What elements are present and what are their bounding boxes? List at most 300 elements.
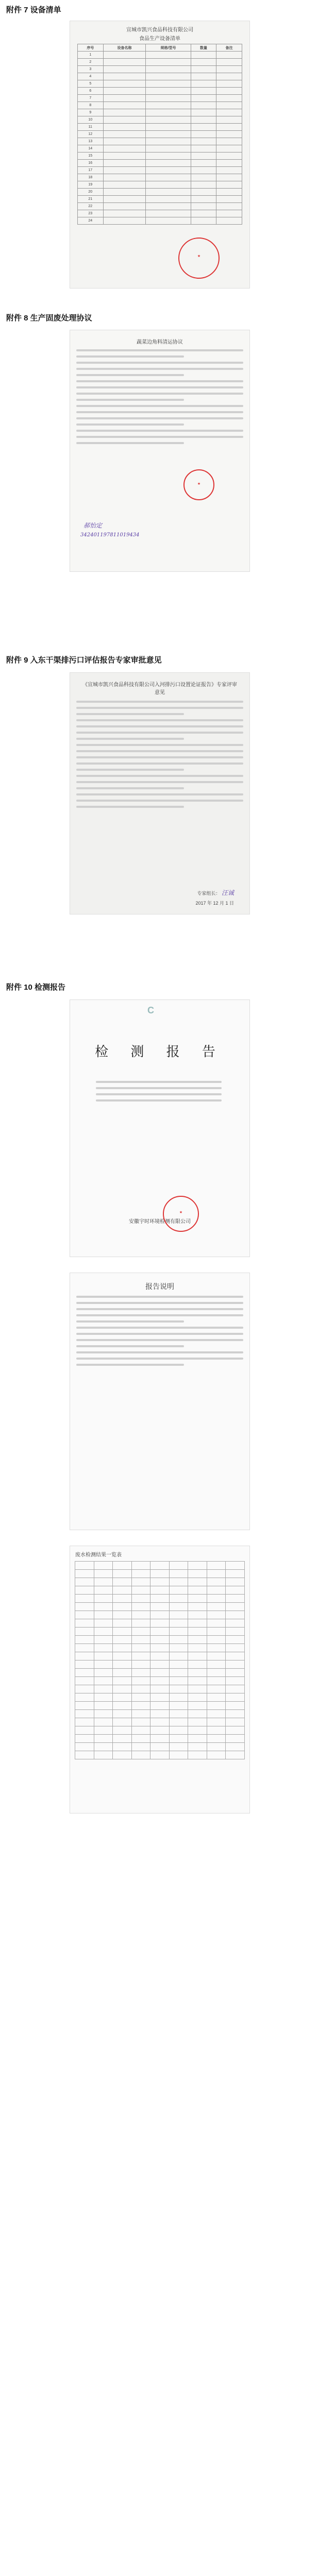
table-cell	[207, 1710, 226, 1718]
table-cell	[113, 1751, 132, 1759]
table-cell	[94, 1693, 113, 1702]
table-cell	[103, 102, 146, 109]
table-cell	[207, 1718, 226, 1726]
table-cell	[146, 116, 191, 124]
table-cell	[207, 1693, 226, 1702]
table-row	[78, 174, 242, 181]
table-cell	[216, 196, 242, 203]
table-cell	[169, 1751, 188, 1759]
table-cell: 20	[78, 189, 104, 196]
table-cell	[216, 95, 242, 102]
table-cell	[191, 66, 216, 73]
table-cell	[103, 210, 146, 217]
table-cell	[75, 1710, 94, 1718]
table-cell	[94, 1562, 113, 1570]
table-cell: 12	[78, 131, 104, 138]
table-row	[78, 59, 242, 66]
table-cell	[113, 1619, 132, 1628]
table-cell	[146, 109, 191, 116]
table-cell	[207, 1685, 226, 1693]
table-cell	[169, 1628, 188, 1636]
table-cell	[146, 59, 191, 66]
table-cell	[146, 145, 191, 152]
table-cell	[150, 1628, 170, 1636]
table-cell	[94, 1603, 113, 1611]
table-cell	[207, 1595, 226, 1603]
table-cell	[94, 1702, 113, 1710]
table-cell	[150, 1644, 170, 1652]
table-cell	[191, 160, 216, 167]
table-cell	[226, 1685, 245, 1693]
table-cell	[226, 1595, 245, 1603]
table-row	[78, 196, 242, 203]
table-cell	[131, 1693, 150, 1702]
table-cell	[216, 189, 242, 196]
table-cell	[226, 1652, 245, 1660]
table-row	[78, 131, 242, 138]
table-row	[75, 1660, 245, 1669]
table-cell	[150, 1718, 170, 1726]
doc7-company: 宣城市凯兴食品科技有限公司	[126, 27, 193, 33]
table-row	[78, 124, 242, 131]
table-row	[78, 88, 242, 95]
table-cell: 8	[78, 102, 104, 109]
doc8-title: 蔬菜边角料清运协议	[137, 340, 183, 345]
table-cell	[103, 145, 146, 152]
table-cell	[207, 1570, 226, 1578]
table-cell	[146, 196, 191, 203]
table-cell	[188, 1710, 207, 1718]
table-cell	[131, 1718, 150, 1726]
table-cell	[146, 66, 191, 73]
table-cell	[216, 145, 242, 152]
table-cell	[150, 1751, 170, 1759]
table-row	[78, 66, 242, 73]
table-cell	[150, 1619, 170, 1628]
table-cell	[188, 1595, 207, 1603]
table-cell: 11	[78, 124, 104, 131]
table-cell	[75, 1660, 94, 1669]
table-cell	[191, 138, 216, 145]
table-cell	[169, 1644, 188, 1652]
table-row	[78, 73, 242, 80]
table-cell	[150, 1578, 170, 1586]
table-cell	[207, 1677, 226, 1685]
table-cell	[169, 1636, 188, 1644]
table-cell	[103, 181, 146, 189]
table-cell	[113, 1636, 132, 1644]
table-cell	[169, 1702, 188, 1710]
table-cell	[103, 196, 146, 203]
lab-seal: ★	[163, 1196, 199, 1232]
table-cell	[131, 1702, 150, 1710]
table-cell	[188, 1693, 207, 1702]
table-cell	[103, 116, 146, 124]
expert-opinion-scan	[70, 672, 250, 914]
table-row	[75, 1603, 245, 1611]
table-cell	[191, 203, 216, 210]
lab-logo: C	[147, 1005, 154, 1015]
table-cell	[146, 102, 191, 109]
table-cell	[75, 1726, 94, 1735]
table-cell	[226, 1578, 245, 1586]
table-cell	[75, 1652, 94, 1660]
table-cell	[226, 1628, 245, 1636]
table-cell	[131, 1710, 150, 1718]
table-cell	[146, 210, 191, 217]
table-cell	[103, 203, 146, 210]
table-cell	[75, 1595, 94, 1603]
table-cell	[226, 1570, 245, 1578]
table-cell	[226, 1586, 245, 1595]
table-cell	[113, 1586, 132, 1595]
table-cell	[191, 167, 216, 174]
lab-name: 安徽宇时环境检测有限公司	[129, 1219, 191, 1225]
table-cell	[188, 1702, 207, 1710]
table-cell: 10	[78, 116, 104, 124]
table-cell	[103, 124, 146, 131]
table-cell	[75, 1693, 94, 1702]
table-row	[78, 102, 242, 109]
table-row	[75, 1570, 245, 1578]
table-header-cell: 数量	[191, 44, 216, 52]
table-cell	[131, 1562, 150, 1570]
table-row	[75, 1619, 245, 1628]
table-cell	[94, 1578, 113, 1586]
table-cell	[75, 1751, 94, 1759]
table-cell	[94, 1644, 113, 1652]
table-cell	[216, 73, 242, 80]
table-cell	[113, 1702, 132, 1710]
table-cell	[226, 1718, 245, 1726]
table-cell	[150, 1685, 170, 1693]
table-cell	[207, 1628, 226, 1636]
table-cell	[75, 1685, 94, 1693]
table-cell	[146, 174, 191, 181]
table-cell	[169, 1660, 188, 1669]
table-row	[78, 145, 242, 152]
table-cell	[207, 1702, 226, 1710]
table-cell	[207, 1636, 226, 1644]
table-cell	[191, 124, 216, 131]
table-cell	[103, 59, 146, 66]
table-cell	[103, 95, 146, 102]
table-cell	[75, 1578, 94, 1586]
table-cell	[191, 217, 216, 225]
table-cell	[146, 52, 191, 59]
table-cell: 18	[78, 174, 104, 181]
table-row	[75, 1726, 245, 1735]
table-cell	[216, 124, 242, 131]
table-cell	[150, 1562, 170, 1570]
table-cell	[188, 1611, 207, 1619]
company-seal-8: ★	[183, 469, 214, 500]
table-cell	[113, 1693, 132, 1702]
table-cell	[216, 80, 242, 88]
table-cell	[226, 1751, 245, 1759]
table-cell: 24	[78, 217, 104, 225]
table-row	[75, 1578, 245, 1586]
table-row	[78, 203, 242, 210]
table-cell	[131, 1644, 150, 1652]
table-cell	[75, 1735, 94, 1743]
table-cell	[94, 1718, 113, 1726]
table-cell	[131, 1570, 150, 1578]
equipment-list-scan	[70, 21, 250, 289]
table-cell	[191, 152, 216, 160]
table-cell	[94, 1735, 113, 1743]
doc9-title: 《宣城市凯兴食品科技有限公司入河排污口设置论证报告》专家评审意见	[82, 682, 237, 696]
table-cell	[103, 88, 146, 95]
table-cell	[113, 1660, 132, 1669]
section-title-7: 附件 7 设备清单	[6, 6, 61, 14]
table-cell	[216, 160, 242, 167]
table-cell	[131, 1660, 150, 1669]
table-cell	[216, 109, 242, 116]
table-cell	[169, 1570, 188, 1578]
table-row	[75, 1677, 245, 1685]
table-row	[75, 1611, 245, 1619]
notes-title: 报告说明	[145, 1282, 174, 1291]
table-cell	[103, 152, 146, 160]
table-cell	[94, 1652, 113, 1660]
table-row	[75, 1652, 245, 1660]
table-cell	[146, 189, 191, 196]
table-cell	[169, 1718, 188, 1726]
table-cell	[216, 66, 242, 73]
table-cell	[188, 1677, 207, 1685]
table-cell	[94, 1636, 113, 1644]
table-cell	[150, 1652, 170, 1660]
table-cell	[191, 80, 216, 88]
table-cell	[188, 1743, 207, 1751]
table-cell	[226, 1726, 245, 1735]
table-cell	[188, 1570, 207, 1578]
table-cell	[146, 167, 191, 174]
table-cell	[216, 167, 242, 174]
table-cell	[216, 203, 242, 210]
table-cell	[113, 1669, 132, 1677]
table-cell	[146, 80, 191, 88]
table-row	[75, 1718, 245, 1726]
table-cell	[146, 131, 191, 138]
table-row	[78, 167, 242, 174]
table-cell	[146, 160, 191, 167]
table-header-cell: 规格/型号	[146, 44, 191, 52]
table-cell: 4	[78, 73, 104, 80]
table-cell	[146, 124, 191, 131]
table-cell	[188, 1652, 207, 1660]
table-cell	[131, 1652, 150, 1660]
table-cell	[150, 1586, 170, 1595]
table-cell	[150, 1693, 170, 1702]
table-cell	[216, 102, 242, 109]
table-row	[78, 189, 242, 196]
table-cell	[188, 1619, 207, 1628]
table-cell	[191, 88, 216, 95]
report-cover-scan	[70, 999, 250, 1257]
table-cell: 9	[78, 109, 104, 116]
table-row	[75, 1586, 245, 1595]
table-cell	[188, 1660, 207, 1669]
table-cell	[75, 1677, 94, 1685]
equipment-table	[77, 44, 242, 225]
table-cell: 7	[78, 95, 104, 102]
table-cell	[169, 1669, 188, 1677]
table-cell	[150, 1595, 170, 1603]
table-cell	[207, 1660, 226, 1669]
table-cell	[131, 1595, 150, 1603]
table-row	[75, 1636, 245, 1644]
id-number-8: 342401197811019434	[80, 532, 140, 538]
table-cell	[113, 1735, 132, 1743]
table-cell	[207, 1743, 226, 1751]
table-cell	[191, 131, 216, 138]
table-cell	[226, 1562, 245, 1570]
table-row	[78, 210, 242, 217]
table-cell	[103, 131, 146, 138]
table-cell	[150, 1636, 170, 1644]
table-cell	[191, 145, 216, 152]
table-cell	[169, 1726, 188, 1735]
table-cell: 2	[78, 59, 104, 66]
table-cell	[94, 1751, 113, 1759]
table-cell	[113, 1726, 132, 1735]
table-cell	[94, 1628, 113, 1636]
table-cell	[226, 1660, 245, 1669]
table-cell	[131, 1669, 150, 1677]
table-cell	[191, 210, 216, 217]
table-row	[78, 95, 242, 102]
table-cell: 3	[78, 66, 104, 73]
table-cell	[131, 1628, 150, 1636]
table-cell	[226, 1702, 245, 1710]
table-cell	[103, 174, 146, 181]
table-cell	[207, 1644, 226, 1652]
table-cell	[103, 109, 146, 116]
table-cell	[216, 152, 242, 160]
table-cell	[207, 1669, 226, 1677]
table-cell	[75, 1611, 94, 1619]
table-cell	[169, 1710, 188, 1718]
table-cell	[226, 1611, 245, 1619]
table-row	[75, 1644, 245, 1652]
table-cell: 23	[78, 210, 104, 217]
table-cell	[131, 1636, 150, 1644]
table-row	[78, 138, 242, 145]
table-cell	[150, 1726, 170, 1735]
table-cell	[113, 1603, 132, 1611]
table-cell	[188, 1586, 207, 1595]
table-cell	[103, 217, 146, 225]
table-cell	[75, 1743, 94, 1751]
table-row	[78, 160, 242, 167]
table-cell	[131, 1611, 150, 1619]
table-cell	[75, 1603, 94, 1611]
table-cell	[207, 1751, 226, 1759]
table-cell: 14	[78, 145, 104, 152]
table-title: 废水检测结果一览表	[75, 1552, 122, 1558]
table-cell	[188, 1644, 207, 1652]
table-cell: 15	[78, 152, 104, 160]
table-cell	[131, 1619, 150, 1628]
table-cell	[103, 189, 146, 196]
table-cell	[169, 1652, 188, 1660]
table-cell	[150, 1677, 170, 1685]
table-cell	[207, 1578, 226, 1586]
table-cell	[131, 1677, 150, 1685]
report-title: 检 测 报 告	[95, 1044, 225, 1059]
table-cell	[94, 1726, 113, 1735]
table-cell	[113, 1628, 132, 1636]
table-cell	[191, 189, 216, 196]
results-table	[75, 1561, 245, 1759]
table-cell	[94, 1685, 113, 1693]
table-cell	[75, 1586, 94, 1595]
table-cell	[207, 1652, 226, 1660]
table-cell	[226, 1603, 245, 1611]
table-cell	[113, 1578, 132, 1586]
table-cell	[216, 210, 242, 217]
doc9-date: 2017 年 12 月 1 日	[195, 901, 234, 906]
table-cell	[113, 1743, 132, 1751]
expert-line	[197, 888, 234, 897]
table-cell	[94, 1586, 113, 1595]
table-cell	[191, 52, 216, 59]
table-cell	[216, 116, 242, 124]
table-cell	[94, 1570, 113, 1578]
table-cell: 16	[78, 160, 104, 167]
table-header-cell: 设备名称	[103, 44, 146, 52]
table-cell	[103, 66, 146, 73]
table-cell	[75, 1636, 94, 1644]
table-cell	[207, 1611, 226, 1619]
table-cell	[146, 73, 191, 80]
table-cell	[150, 1603, 170, 1611]
expert-label: 专家组长：	[197, 891, 221, 896]
table-cell	[169, 1743, 188, 1751]
table-cell	[146, 95, 191, 102]
table-cell	[191, 59, 216, 66]
table-row	[75, 1595, 245, 1603]
table-cell	[169, 1619, 188, 1628]
table-cell	[226, 1710, 245, 1718]
table-cell	[131, 1578, 150, 1586]
table-cell	[146, 203, 191, 210]
table-cell	[188, 1562, 207, 1570]
table-row	[78, 109, 242, 116]
table-row	[75, 1628, 245, 1636]
table-cell	[131, 1726, 150, 1735]
table-cell	[113, 1562, 132, 1570]
table-cell	[75, 1562, 94, 1570]
table-cell	[191, 181, 216, 189]
table-cell	[94, 1595, 113, 1603]
table-cell	[226, 1619, 245, 1628]
table-cell	[169, 1693, 188, 1702]
table-cell	[207, 1726, 226, 1735]
doc7-title: 食品生产设备清单	[139, 36, 180, 42]
table-cell	[94, 1619, 113, 1628]
table-cell	[169, 1611, 188, 1619]
table-row	[75, 1685, 245, 1693]
table-cell	[188, 1636, 207, 1644]
table-cell	[94, 1710, 113, 1718]
table-row	[78, 52, 242, 59]
table-cell	[216, 131, 242, 138]
table-cell	[150, 1710, 170, 1718]
table-cell	[191, 174, 216, 181]
